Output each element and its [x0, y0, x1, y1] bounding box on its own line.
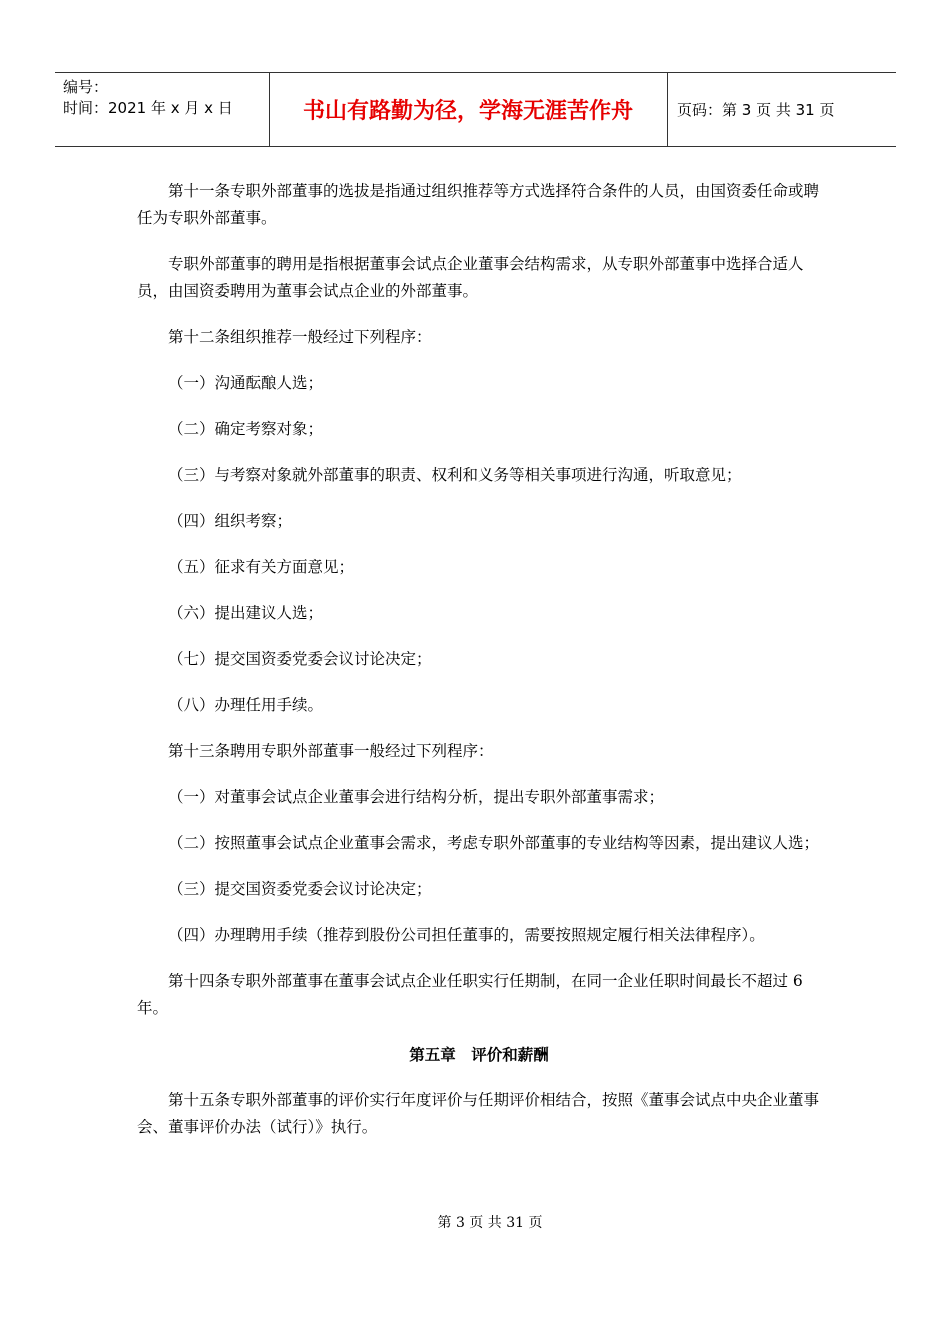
list-item: （八）办理任用手续。: [168, 696, 324, 714]
document-body: [137, 178, 821, 1160]
list-item: （三）提交国资委党委会议讨论决定；: [168, 880, 432, 898]
list-item: （一）对董事会试点企业董事会进行结构分析，提出专职外部董事需求；: [168, 788, 665, 806]
paragraph: 第十一条专职外部董事的选拔是指通过组织推荐等方式选择符合条件的人员，由国资委任命或聘任为专职外部董事。: [137, 182, 820, 227]
list-item: （二）按照董事会试点企业董事会需求，考虑专职外部董事的专业结构等因素，提出建议人选；: [168, 834, 820, 852]
paragraph: 第十二条组织推荐一般经过下列程序：: [168, 328, 432, 346]
chapter-title: 第五章 评价和薪酬: [409, 1045, 549, 1064]
header-page-info: 页码：第 3 页 共 31 页: [677, 101, 835, 119]
page-header: [55, 72, 896, 147]
header-divider-right: [667, 73, 668, 146]
time-label: 时间：2021 年 x 月 x 日: [63, 99, 233, 117]
number-label: 编号：: [63, 78, 109, 96]
header-meta: [63, 77, 268, 119]
page-footer: 第 3 页 共 31 页: [437, 1215, 543, 1231]
list-item: （六）提出建议人选；: [168, 604, 324, 622]
list-item: （二）确定考察对象；: [168, 420, 324, 438]
list-item: （四）组织考察；: [168, 512, 293, 530]
header-slogan: 书山有路勤为径，学海无涯苦作舟: [302, 99, 633, 124]
paragraph: 第十四条专职外部董事在董事会试点企业任职实行任期制，在同一企业任职时间最长不超过 6 年。: [137, 972, 803, 1017]
list-item: （四）办理聘用手续（推荐到股份公司担任董事的，需要按照规定履行相关法律程序）。: [168, 926, 765, 944]
paragraph: 第十五条专职外部董事的评价实行年度评价与任期评价相结合，按照《董事会试点中央企业董事会、董事评价办法（试行）》执行。: [137, 1091, 820, 1136]
list-item: （七）提交国资委党委会议讨论决定；: [168, 650, 432, 668]
list-item: （五）征求有关方面意见；: [168, 558, 355, 576]
list-item: （三）与考察对象就外部董事的职责、权利和义务等相关事项进行沟通，听取意见；: [168, 466, 742, 484]
paragraph: 专职外部董事的聘用是指根据董事会试点企业董事会结构需求，从专职外部董事中选择合适人员，由国资委聘用为董事会试点企业的外部董事。: [137, 255, 804, 300]
list-item: （一）沟通酝酿人选；: [168, 374, 324, 392]
paragraph: 第十三条聘用专职外部董事一般经过下列程序：: [168, 742, 494, 760]
